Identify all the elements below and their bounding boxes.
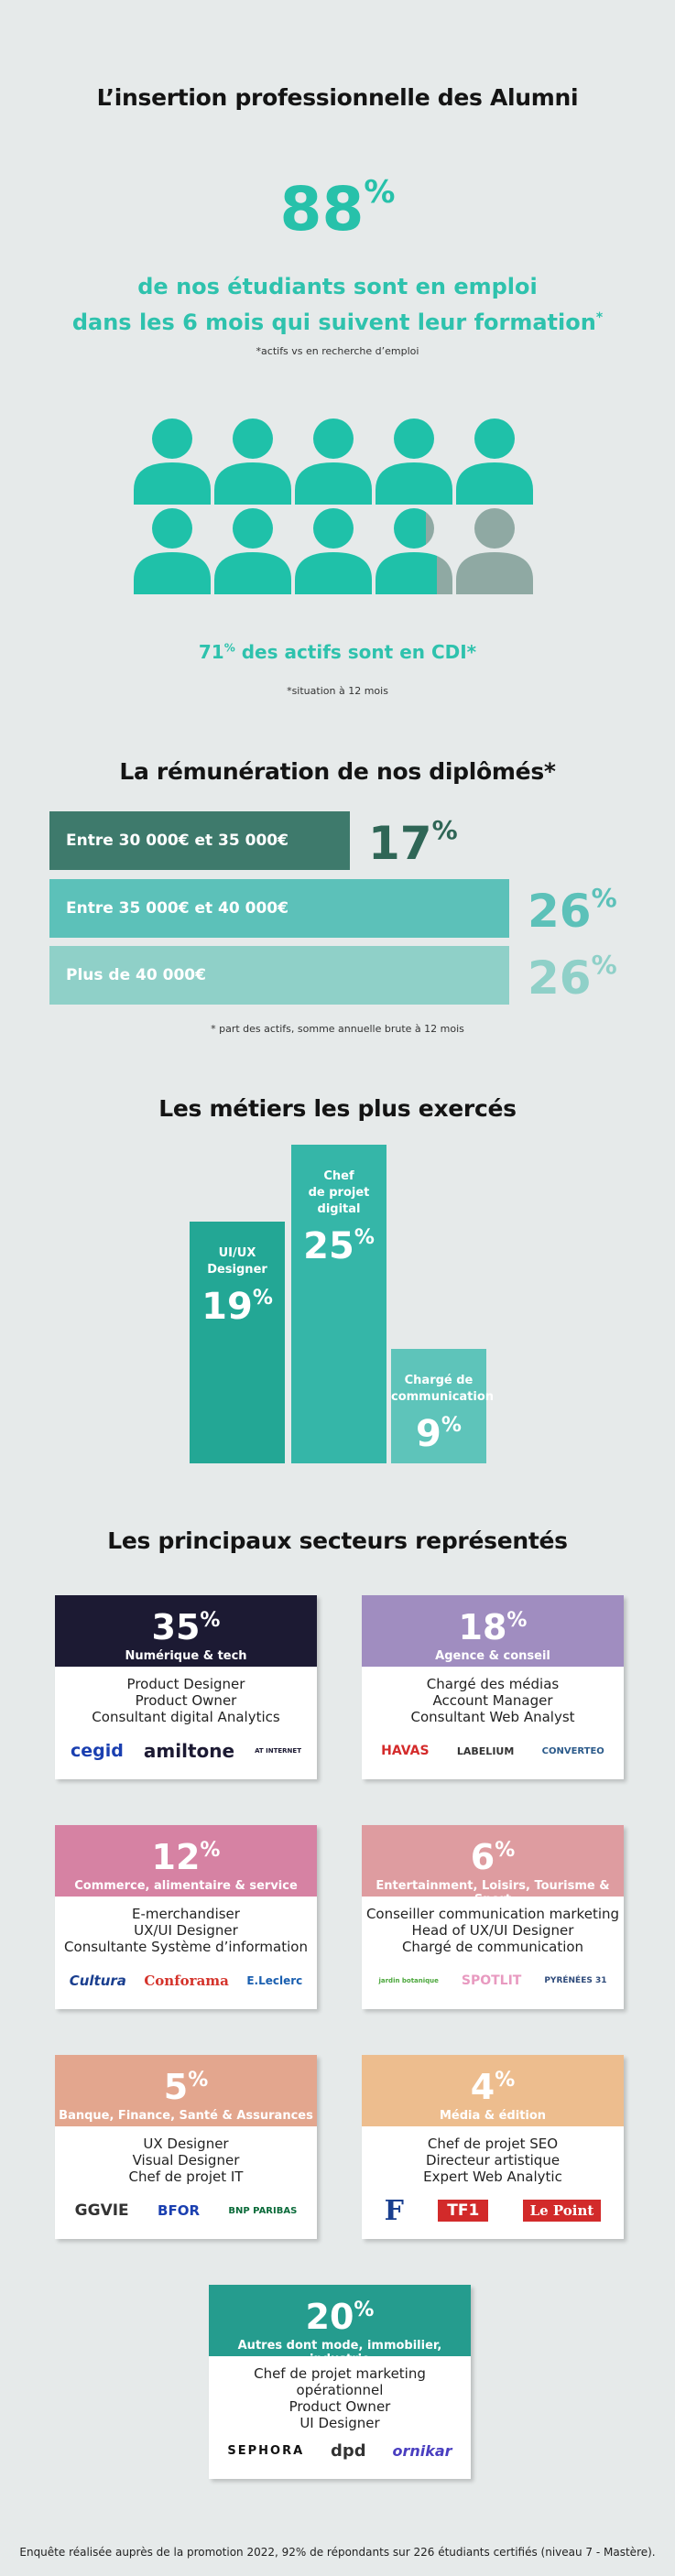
sector-pct: 35% <box>151 1607 221 1647</box>
sector-role: Account Manager <box>432 1692 553 1709</box>
company-logo: E.Leclerc <box>246 1974 303 1987</box>
company-logo: PYRÉNÉES 31 <box>544 1976 607 1985</box>
company-logo: dpd <box>331 2440 366 2461</box>
person-icon <box>213 506 292 594</box>
sector-role: UI Designer <box>299 2415 380 2431</box>
sector-pct: 4% <box>470 2067 516 2107</box>
employment-caption-line2: dans les 6 mois qui suivent leur formation* <box>71 310 604 335</box>
salary-bar-label: Plus de 40 000€ <box>66 966 206 984</box>
sector-roles <box>362 1667 624 1725</box>
job-bar-value: 19% <box>201 1286 273 1328</box>
company-logo: AT INTERNET <box>255 1747 301 1755</box>
sector-card-header <box>55 2055 317 2126</box>
sector-role: Consultante Système d’information <box>64 1939 308 1955</box>
company-logo: SEPHORA <box>227 2443 305 2458</box>
job-bar <box>291 1145 386 1463</box>
sector-pct: 12% <box>151 1837 221 1877</box>
sector-role: Chef de projet SEO <box>427 2136 559 2152</box>
sectors-title: Les principaux secteurs représentés <box>107 1527 568 1554</box>
salary-bar <box>49 811 350 870</box>
sector-label: Autres dont mode, immobilier, industrie <box>237 2339 442 2366</box>
sector-roles <box>55 2126 317 2185</box>
job-bar <box>190 1222 285 1463</box>
sector-roles <box>55 1667 317 1725</box>
company-logo: ornikar <box>392 2441 452 2460</box>
person-icon <box>455 506 534 594</box>
sector-card <box>209 2285 471 2479</box>
sector-logos <box>55 2195 317 2226</box>
salary-bar <box>49 946 509 1005</box>
company-logo: TF1 <box>438 2200 488 2222</box>
sector-role: Chef de projet marketing opérationnel <box>254 2365 426 2398</box>
sector-card <box>362 1595 624 1779</box>
employment-rate-value: 88 <box>279 174 365 245</box>
sector-role: Consultant digital Analytics <box>92 1709 280 1725</box>
job-bar-label: Chef de projet digital <box>308 1169 370 1216</box>
sector-label: Banque, Finance, Santé & Assurances <box>59 2109 313 2123</box>
employment-caption-line1: de nos étudiants sont en emploi <box>137 274 538 299</box>
sector-roles <box>55 1897 317 1955</box>
company-logo: BFOR <box>158 2202 201 2219</box>
company-logo: cegid <box>71 1741 124 1761</box>
sector-role: Chargé de communication <box>401 1939 584 1955</box>
company-logo: HAVAS <box>381 1744 430 1758</box>
company-logo: Cultura <box>69 1973 126 1989</box>
sector-logos <box>55 1735 317 1766</box>
sector-card-header <box>362 1595 624 1667</box>
person-icon <box>213 417 292 505</box>
cdi-stat <box>0 641 675 663</box>
cdi-text: des actifs sont en CDI* <box>234 641 477 663</box>
sector-logos <box>362 2195 624 2226</box>
company-logo: F <box>384 2194 404 2227</box>
sector-card-header <box>55 1825 317 1897</box>
person-icon <box>294 417 373 505</box>
company-logo: GGVIE <box>74 2201 129 2220</box>
employment-note: *actifs vs en recherche d’emploi <box>256 345 419 357</box>
cdi-sign: % <box>223 641 235 655</box>
company-logo: amiltone <box>143 1740 235 1762</box>
salary-bar-label: Entre 30 000€ et 35 000€ <box>66 831 289 850</box>
sector-pct: 6% <box>470 1837 516 1877</box>
person-icon <box>133 506 212 594</box>
sector-card-header <box>362 1825 624 1907</box>
company-logo: CONVERTEO <box>541 1745 604 1756</box>
company-logo: SPOTLIT <box>461 1973 522 1988</box>
sector-role: UX/UI Designer <box>134 1922 238 1939</box>
sector-card <box>55 1825 317 2009</box>
sector-role: Conseiller communication marketing <box>365 1906 620 1922</box>
company-logo: Le Point <box>523 2200 602 2222</box>
jobs-title: Les métiers les plus exercés <box>158 1095 517 1122</box>
cdi-note: *situation à 12 mois <box>287 685 388 697</box>
sector-pct: 5% <box>163 2067 209 2107</box>
sector-roles <box>362 1897 624 1955</box>
sector-logos <box>362 1735 624 1766</box>
sector-role: Directeur artistique <box>425 2152 561 2168</box>
company-logo: BNP PARIBAS <box>228 2205 298 2216</box>
job-bar-value: 25% <box>303 1225 375 1267</box>
employment-caption-asterisk: * <box>595 310 604 325</box>
sector-role: Visual Designer <box>132 2152 240 2168</box>
sector-role: E-merchandiser <box>132 1906 240 1922</box>
salary-bar-value: 26% <box>528 950 617 1005</box>
job-bar <box>391 1349 495 1463</box>
salary-bar-label: Entre 35 000€ et 40 000€ <box>66 899 289 918</box>
job-bar-value: 9% <box>416 1413 462 1455</box>
employment-rate <box>0 174 675 245</box>
insertion-title: L’insertion professionnelle des Alumni <box>96 84 579 111</box>
sector-role: Product Designer <box>126 1676 245 1692</box>
sector-logos <box>209 2435 471 2466</box>
sector-role: Product Owner <box>289 2398 391 2415</box>
sector-role: Expert Web Analytic <box>423 2168 562 2185</box>
sector-label: Numérique & tech <box>125 1649 247 1663</box>
company-logo: LABELIUM <box>456 1745 515 1757</box>
sector-label: Entertainment, Loisirs, Tourisme & Sport <box>376 1879 610 1907</box>
sector-role: Consultant Web Analyst <box>410 1709 575 1725</box>
sector-role: Chef de projet IT <box>128 2168 244 2185</box>
sector-role: Chargé des médias <box>426 1676 560 1692</box>
company-logo: Conforama <box>144 1973 229 1989</box>
sector-roles <box>209 2356 471 2431</box>
footer-note: Enquête réalisée auprès de la promotion 2022, 92% de répondants sur 226 étudiants certifiés (niveau 7 - Mastère). <box>19 2546 656 2559</box>
job-bar-label: UI/UX Designer <box>207 1246 267 1277</box>
salary-bar-value: 26% <box>528 883 617 938</box>
company-logo: jardin botanique <box>378 1977 439 1984</box>
employment-rate-sign: % <box>364 174 396 211</box>
sector-card <box>362 2055 624 2239</box>
person-icon <box>455 417 534 505</box>
sector-label: Commerce, alimentaire & service <box>74 1879 298 1893</box>
sector-role: Head of UX/UI Designer <box>411 1922 574 1939</box>
employment-caption <box>0 271 675 338</box>
sector-label: Agence & conseil <box>435 1649 550 1663</box>
job-bar-label: Chargé de communication <box>391 1374 495 1404</box>
sector-logos <box>55 1965 317 1996</box>
sector-card <box>55 1595 317 1779</box>
sector-roles <box>362 2126 624 2185</box>
sector-role: Product Owner <box>135 1692 237 1709</box>
sector-card <box>55 2055 317 2239</box>
person-icon <box>375 417 453 505</box>
salary-note: * part des actifs, somme annuelle brute à 12 mois <box>211 1023 464 1035</box>
salary-bar <box>49 879 509 938</box>
person-icon <box>294 506 373 594</box>
person-icon <box>133 417 212 505</box>
salary-title: La rémunération de nos diplômés* <box>119 758 556 785</box>
sector-card-header <box>55 1595 317 1667</box>
sector-logos <box>362 1965 624 1996</box>
sector-pct: 18% <box>458 1607 528 1647</box>
person-icon <box>375 506 453 594</box>
salary-bar-value: 17% <box>368 815 458 870</box>
sector-card <box>362 1825 624 2009</box>
sector-card-header <box>362 2055 624 2126</box>
sector-label: Média & édition <box>439 2109 547 2123</box>
sector-role: UX Designer <box>143 2136 229 2152</box>
sector-card-header <box>209 2285 471 2366</box>
sector-pct: 20% <box>305 2297 375 2337</box>
cdi-pct: 71 <box>198 641 224 663</box>
